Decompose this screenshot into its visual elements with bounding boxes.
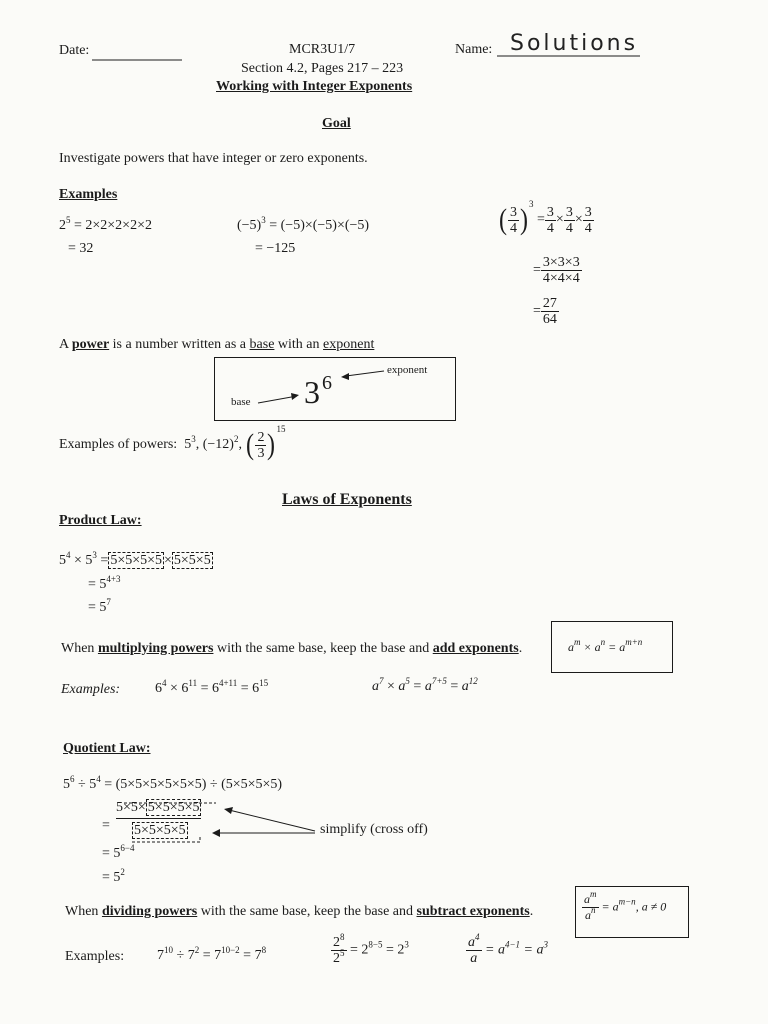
product-example-1: $6^4 \times 6^{11} = 6^{4+11} = 6^{15}$ — [155, 678, 269, 696]
examples-heading: Examples — [59, 187, 118, 202]
quotient-law-heading: Quotient Law: — [63, 741, 151, 756]
simplify-note: simplify (cross off) — [320, 822, 428, 837]
example-1-line-2: = 32 — [68, 241, 94, 256]
name-label: Name: — [455, 42, 493, 57]
example-1-line-1: $2^5 = 2\times 2\times 2\times 2\times 2$ — [59, 215, 152, 233]
example-3-line-2: = $\frac{3\times 3\times 3}{4\times 4\times 4}$ — [533, 255, 580, 286]
product-example-2: $a^7 \times a^5 = a^{7+5} = a^{12}$ — [372, 676, 478, 694]
page-title: Working with Integer Exponents — [216, 79, 413, 94]
quotient-law-line-4: = $5^2$ — [102, 867, 125, 885]
quotient-example-1: $7^{10} \div 7^2 = 7^{10-2} = 7^8$ — [157, 945, 267, 963]
diagram-power: 3 $^6$ — [304, 372, 332, 410]
example-3-line-1: ( $\frac{3}{4}$ )$^3$ = $\frac{3}{4}$ × $\frac{3}{4}$ × $\frac{3}{4}$ — [499, 199, 592, 236]
goal-heading: Goal — [322, 116, 351, 131]
quotient-denominator: 5×5×5×5 — [134, 823, 186, 838]
course-code: MCR3U1/7 — [289, 42, 356, 57]
example-3-line-3: = $\frac{27}{64}$ — [533, 296, 557, 327]
product-law-line-1: $5^4 \times 5^3 = 5\times 5\times 5\times 5 \times 5\times 5\times 5$ — [59, 550, 211, 568]
product-law-line-2: = $5^{4+3}$ — [88, 574, 121, 592]
powers-examples: Examples of powers: $5^3$, $(-12)^2$, ( $\frac{2}{3}$ )$^{15}$ — [59, 424, 286, 461]
quotient-law-rule: When dividing powers with the same base, keep the base and subtract exponents. — [65, 904, 534, 919]
goal-text: Investigate powers that have integer or zero exponents. — [59, 151, 368, 166]
section-reference: Section 4.2, Pages 217 – 223 — [241, 61, 404, 76]
quotient-numerator: 5×5× 5×5×5×5 — [116, 800, 201, 819]
quotient-law-line-3: = $5^{6-4}$ — [102, 843, 135, 861]
product-law-heading: Product Law: — [59, 513, 142, 528]
quotient-law-formula: $\frac{a^m}{a^n}$ = $a^{m-n}$, a ≠ 0 — [584, 889, 667, 922]
power-definition: A power is a number written as a base with an exponent — [59, 337, 375, 352]
diagram-base-label: base — [231, 396, 251, 408]
product-examples-label: Examples: — [61, 682, 121, 697]
date-label: Date: — [59, 43, 90, 58]
example-2-line-2: = −125 — [255, 241, 296, 256]
laws-heading: Laws of Exponents — [282, 491, 412, 508]
name-handwritten: Solutions — [510, 31, 639, 56]
quotient-examples-label: Examples: — [65, 949, 125, 964]
product-law-formula: $a^m \times a^n = a^{m+n}$ — [568, 637, 643, 654]
diagram-exponent-label: exponent — [387, 364, 428, 376]
quotient-example-3: $\frac{a^4}{a}$ = $a^{4-1} = a^3$ — [468, 932, 548, 966]
quotient-eq-sign: = — [102, 818, 110, 833]
product-law-line-3: = $5^7$ — [88, 597, 111, 615]
product-law-rule: When multiplying powers with the same base, keep the base and add exponents. — [61, 641, 523, 656]
quotient-law-line-1: $5^6 \div 5^4 = (5\times 5\times 5\times 5\times 5\times 5) \div (5\times 5\times 5\times 5)$ — [63, 774, 283, 792]
quotient-example-2: $\frac{2^8}{2^5}$ = $2^{8-5} = 2^3$ — [333, 932, 409, 966]
example-2-line-1: $(-5)^3 = (-5)\times(-5)\times(-5)$ — [237, 215, 370, 233]
